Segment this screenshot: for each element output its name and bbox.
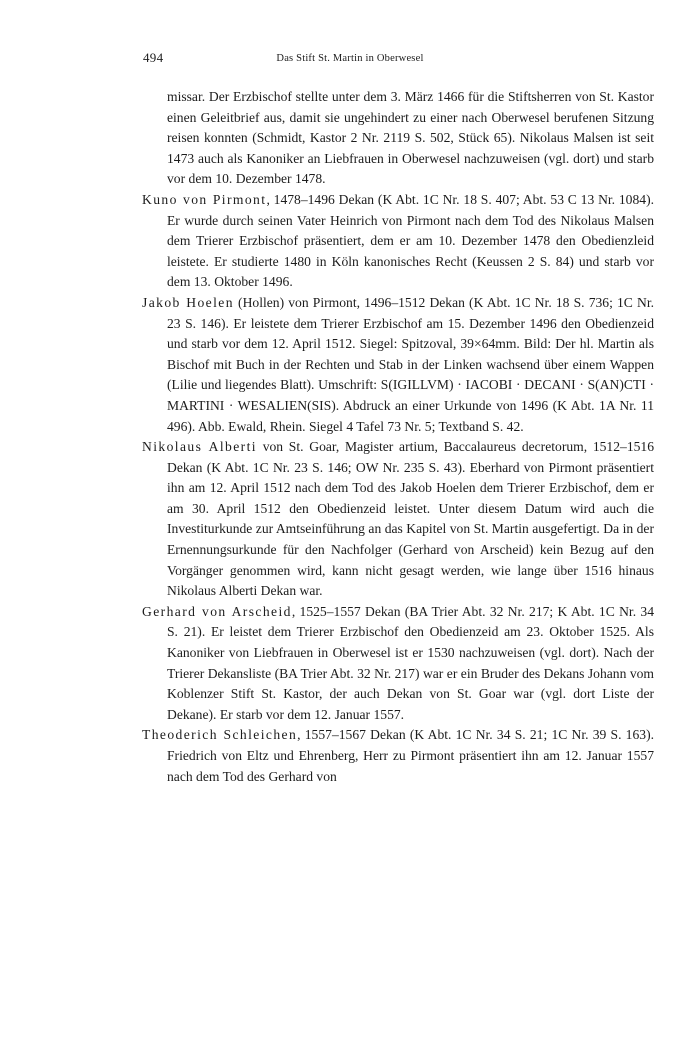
entry-text: missar. Der Erzbischof stellte unter dem 3. März 1466 für die Stiftsherren von St. Kastor einen Geleitbrief aus, damit sie ungehindert zu einer nach Oberwesel berufenen Sitzung reisen konnten (Schmidt, Kastor 2 Nr. 2119 S. 502, Stück 65). Nikolaus Malsen ist seit 1473 auch als Kanoniker an Liebfrauen in Oberwesel nachzuweisen (vgl. dort) und starb vor dem 10. Dezember 1478.: [167, 89, 654, 187]
entry-paragraph: [142, 87, 654, 190]
entry-name: Jakob Hoelen: [142, 294, 234, 310]
entry-paragraph: [142, 602, 654, 726]
entry-paragraph: [142, 725, 654, 787]
entry-name: Nikolaus Alberti: [142, 439, 257, 455]
entry-text: (Hollen) von Pirmont, 1496–1512 Dekan (K Abt. 1C Nr. 18 S. 736; 1C Nr. 23 S. 146). Er leistete dem Trierer Erzbischof am 15. Dezember 1496 den Obedienzeid und starb vor dem 12. April 1512. Siegel: Spitzoval, 39×64mm. Bild: Der hl. Martin als Bischof mit Buch in der Rechten und Stab in der Linken wachsend über einem Wappen (Lilie und liegendes Blatt). Umschrift: S(IGILLVM) · IACOBI · DECANI · S(AN)CTI · MARTINI · WESALIEN(SIS). Abdruck an einer Urkunde von 1496 (K Abt. 1A Nr. 11 496). Abb. Ewald, Rhein. Siegel 4 Tafel 73 Nr. 5; Textband S. 42.: [167, 294, 654, 434]
entry-name: Theoderich Schleichen: [142, 727, 298, 743]
entry-text: , 1557–1567 Dekan (K Abt. 1C Nr. 34 S. 21; 1C Nr. 39 S. 163). Friedrich von Eltz und Ehrenberg, Herr zu Pirmont präsentiert ihn am 12. Januar 1557 nach dem Tod des Gerhard von: [167, 727, 654, 784]
entry-paragraph: [142, 190, 654, 293]
entry-text: , 1478–1496 Dekan (K Abt. 1C Nr. 18 S. 407; Abt. 53 C 13 Nr. 1084). Er wurde durch seinen Vater Heinrich von Pirmont nach dem Tod des Nikolaus Malsen dem Trierer Erzbischof präsentiert, dem er am 10. Dezember 1478 den Obedienzleid leistete. Er studierte 1480 in Köln kanonisches Recht (Keussen 2 S. 84) und starb vor dem 13. Oktober 1496.: [167, 191, 654, 290]
entry-text: von St. Goar, Magister artium, Baccalaureus decretorum, 1512–1516 Dekan (K Abt. 1C Nr. 23 S. 146; OW Nr. 235 S. 43). Eberhard von Pirmont präsentiert ihn am 12. April 1512 nach dem Tod des Jakob Hoelen dem Trierer Erzbischof, dem er am 30. April 1512 den Obedienzeid leistet. Unter diesem Datum wird auch die Investiturkunde zur Amtseinführung an das Kapitel von St. Martin ausgefertigt. Da in der Ernennungsurkunde für den Nachfolger (Gerhard von Arscheid) kein Bezug auf den Vorgänger genommen wird, kann nicht gesagt werden, wie lange über 1516 hinaus Nikolaus Alberti Dekan war.: [167, 439, 655, 599]
entry-text: , 1525–1557 Dekan (BA Trier Abt. 32 Nr. 217; K Abt. 1C Nr. 34 S. 21). Er leistet dem Trierer Erzbischof den Obedienzeid am 23. Oktober 1525. Als Kanoniker von Liebfrauen in Oberwesel ist er 1530 nachzuweisen (vgl. dort). Nach der Trierer Dekansliste (BA Trier Abt. 32 Nr. 217) war er ein Bruder des Dekans Johann vom Koblenzer Stift St. Kastor, der auch Dekan von St. Goar war (vgl. dort Liste der Dekane). Er starb vor dem 12. Januar 1557.: [167, 603, 654, 722]
running-title: Das Stift St. Martin in Oberwesel: [276, 53, 424, 64]
entry-paragraph: [142, 437, 654, 602]
page-number: 494: [143, 50, 164, 65]
entry-paragraph: [142, 293, 654, 437]
body-text: [142, 87, 654, 787]
entry-name: Kuno von Pirmont: [142, 191, 267, 207]
entry-name: Gerhard von Arscheid: [142, 603, 292, 619]
